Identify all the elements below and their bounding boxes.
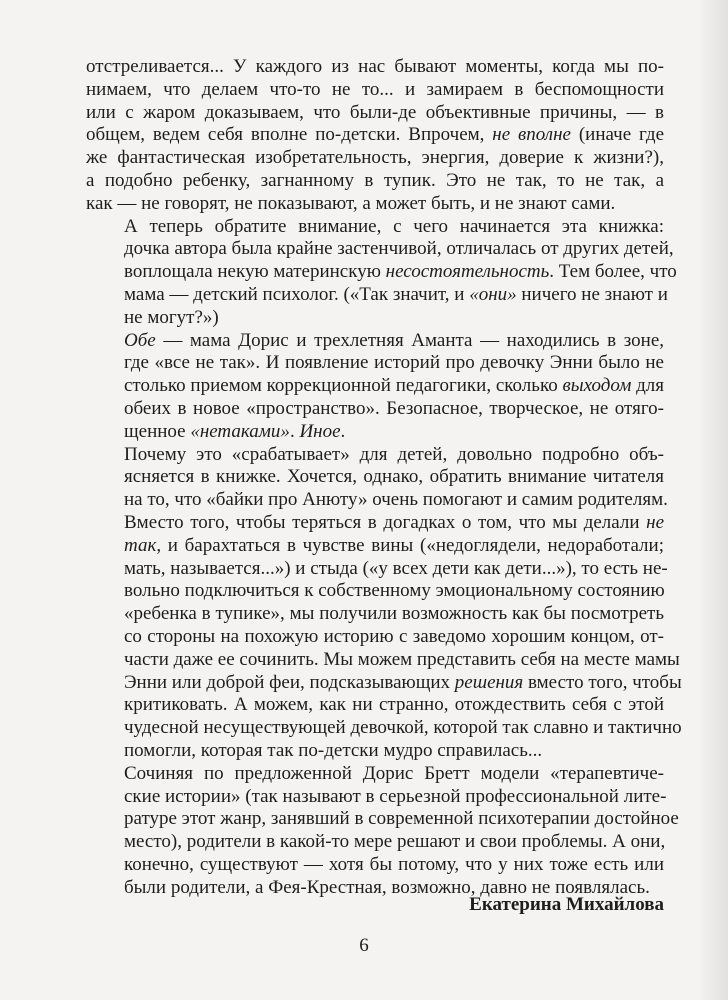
text-line: обеих в новое «пространство». Безопасное, творческое, не отяго- <box>124 397 664 419</box>
text-line: части даже ее сочинить. Мы можем представить себя на месте мамы <box>124 648 680 670</box>
text-line: щенное «нетаками». Иное. <box>124 420 346 442</box>
page-number: 6 <box>359 935 369 956</box>
page-edge-shadow <box>698 0 728 1000</box>
text-line: общем, ведем себя вполне по-детски. Впрочем, не вполне (иначе где <box>86 124 665 146</box>
text-line: Вместо того, чтобы теряться в догадках о том, что мы делали не <box>124 511 664 533</box>
text-line: или с жаром доказываем, что были-де объективные причины, — в <box>86 101 664 123</box>
emphasis-text: «нетаками» <box>190 420 290 442</box>
text-line: Энни или доброй феи, подсказывающих решения вместо того, чтобы <box>124 671 682 693</box>
text-line: Почему это «срабатывает» для детей, довольно подробно объ- <box>124 443 664 465</box>
text-line: ские истории» (так называют в серьезной профессиональной лите- <box>124 785 667 807</box>
text-line: критиковать. А можем, как ни странно, отождествить себя с этой <box>124 694 664 716</box>
text-line: Обе — мама Дорис и трехлетняя Аманта — находились в зоне, <box>124 329 664 351</box>
emphasis-text: Иное <box>299 420 341 442</box>
emphasis-text: решения <box>454 671 524 693</box>
body-text <box>86 56 682 899</box>
paragraph <box>86 215 677 330</box>
text-line: же фантастическая изобретательность, энергия, доверие к жизни?), <box>86 147 664 169</box>
emphasis-text: не <box>646 511 664 533</box>
text-line: ратуре этот жанр, занявший в современной психотерапии достойное <box>124 808 679 830</box>
text-line: столько приемом коррекционной педагогики, сколько выходом для <box>124 375 664 397</box>
author-signature: Екатерина Михайлова <box>469 894 664 915</box>
emphasis-text: выходом <box>562 375 632 397</box>
text-line: как — не говорят, не показывают, а может быть, и не знают сами. <box>86 192 616 214</box>
text-line: конечно, существуют — хотя бы потому, что у них тоже есть или <box>124 853 664 875</box>
text-line: со стороны на похожую историю с заведомо хорошим концом, от- <box>124 625 664 647</box>
paragraph <box>86 443 682 763</box>
text-line: помогли, которая так по-детски мудро справилась... <box>124 739 543 761</box>
text-line: Сочиняя по предложенной Дорис Бретт модели «терапевтиче- <box>124 762 664 784</box>
text-line: чудесной несуществующей девочкой, которой так славно и тактично <box>124 717 682 739</box>
text-line: нимаем, что делаем что-то не то... и замираем в беспомощности <box>86 78 664 100</box>
text-line: а подобно ребенку, загнанному в тупик. Это не так, то не так, а <box>86 169 664 191</box>
emphasis-text: не вполне <box>492 124 571 146</box>
text-line: А теперь обратите внимание, с чего начинается эта книжка: <box>124 215 664 237</box>
text-line: где «все не так». И появление историй про девочку Энни было не <box>124 352 664 374</box>
emphasis-text: так <box>124 534 157 556</box>
text-line: воплощала некую материнскую несостоятельность. Тем более, что <box>124 261 677 283</box>
text-line: не могут?») <box>124 306 219 328</box>
text-line: «ребенка в тупике», мы получили возможность как бы посмотреть <box>124 603 664 625</box>
text-line: на то, что «байки про Анюту» очень помогают и самим родителям. <box>124 489 668 511</box>
paragraph <box>86 762 679 900</box>
emphasis-text: Обе <box>124 329 156 351</box>
text-line: так, и барахтаться в чувстве вины («недоглядели, недоработали; <box>124 534 664 556</box>
text-line: ясняется в книжке. Хочется, однако, обратить внимание читателя <box>124 466 664 488</box>
text-line: были родители, а Фея-Крестная, возможно, давно не появлялась. <box>124 876 650 898</box>
paragraph <box>86 330 664 444</box>
paragraph <box>86 56 664 216</box>
text-line: место), родители в какой-то мере решают и свои проблемы. А они, <box>124 831 666 853</box>
text-line: вольно подключиться к собственному эмоциональному состоянию <box>124 580 665 602</box>
text-line: мама — детский психолог. («Так значит, и «они» ничего не знают и <box>124 283 668 305</box>
emphasis-text: «они» <box>469 283 517 305</box>
text-line: отстреливается... У каждого из нас бывают моменты, когда мы по- <box>86 56 664 77</box>
text-line: дочка автора была крайне застенчивой, отличалась от других детей, <box>124 238 674 260</box>
text-line: мать, называется...») и стыда («у всех дети как дети...»), то есть не- <box>124 557 668 579</box>
emphasis-text: несостоятельность <box>385 261 550 283</box>
